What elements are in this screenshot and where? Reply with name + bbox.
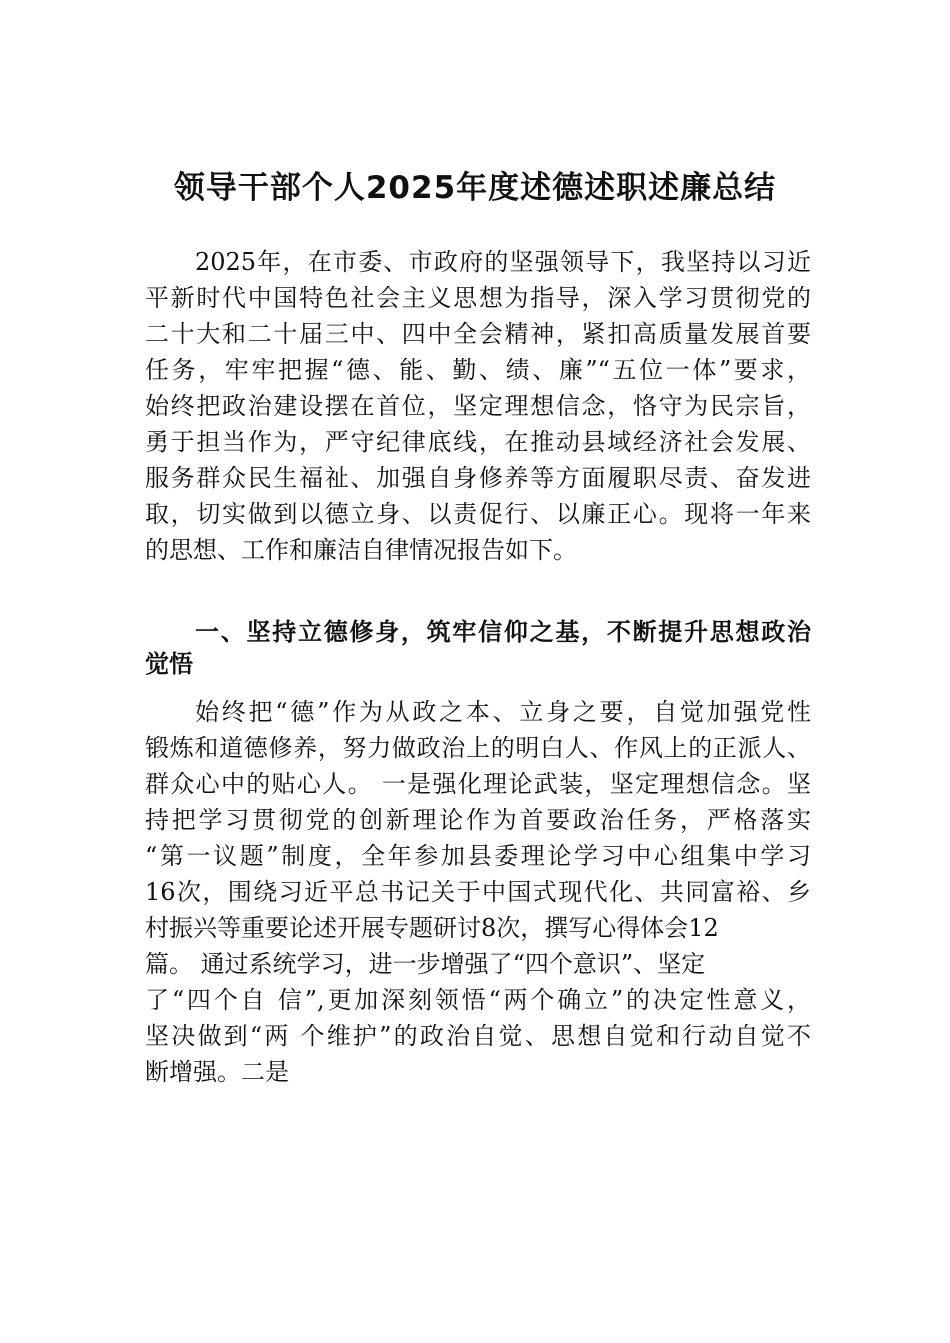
intro-paragraph	[145, 244, 811, 568]
paragraph-line: 服务群众民生福祉、加强自身修养等方面履职尽责、奋发进	[145, 464, 811, 492]
paragraph-line: 16次，围绕习近平总书记关于中国式现代化、共同富裕、乡	[145, 878, 811, 906]
paragraph-line: 坚决做到“两 个维护”的政治自觉、思想自觉和行动自觉不	[145, 1022, 811, 1050]
paragraph-line: 篇。 通过系统学习，进一步增强了“四个意识”、坚定	[145, 950, 706, 978]
paragraph-line: 取，切实做到以德立身、以责促行、以廉正心。现将一年来	[145, 500, 811, 528]
paragraph-line: 二十大和二十届三中、四中全会精神，紧扣高质量发展首要	[145, 320, 811, 348]
paragraph-line: 任务，牢牢把握“德、能、勤、绩、廉”“五位一体”要求，	[145, 356, 811, 384]
paragraph-line: 的思想、工作和廉洁自律情况报告如下。	[145, 536, 577, 564]
paragraph-line: 勇于担当作为，严守纪律底线，在推动县域经济社会发展、	[145, 428, 811, 456]
paragraph-line: 群众心中的贴心人。 一是强化理论武装，坚定理想信念。坚	[145, 770, 811, 798]
paragraph-line: 持把学习贯彻党的创新理论作为首要政治任务，严格落实	[145, 806, 811, 834]
heading-line: 一、坚持立德修身，筑牢信仰之基，不断提升思想政治	[195, 618, 811, 646]
section-paragraph	[145, 694, 811, 1090]
heading-line: 觉悟	[145, 650, 193, 678]
paragraph-line: 2025年，在市委、市政府的坚强领导下，我坚持以习近	[195, 248, 811, 276]
document-title: 领导干部个人2025年度述德述职述廉总结	[173, 170, 777, 206]
paragraph-line: 了“四个自 信”,更加深刻领悟“两个确立”的决定性意义，	[145, 986, 811, 1014]
paragraph-line: “第一议题”制度，全年参加县委理论学习中心组集中学习	[145, 842, 811, 870]
section-heading	[145, 616, 811, 680]
paragraph-line: 锻炼和道德修养，努力做政治上的明白人、作风上的正派人、	[145, 734, 811, 762]
paragraph-line: 平新时代中国特色社会主义思想为指导，深入学习贯彻党的	[145, 284, 811, 312]
paragraph-line: 始终把政治建设摆在首位，坚定理想信念，恪守为民宗旨，	[145, 392, 811, 420]
paragraph-line: 断增强。二是	[145, 1058, 289, 1086]
paragraph-line: 村振兴等重要论述开展专题研讨8次，撰写心得体会12	[145, 914, 719, 942]
paragraph-line: 始终把“德”作为从政之本、立身之要，自觉加强党性	[195, 698, 811, 726]
